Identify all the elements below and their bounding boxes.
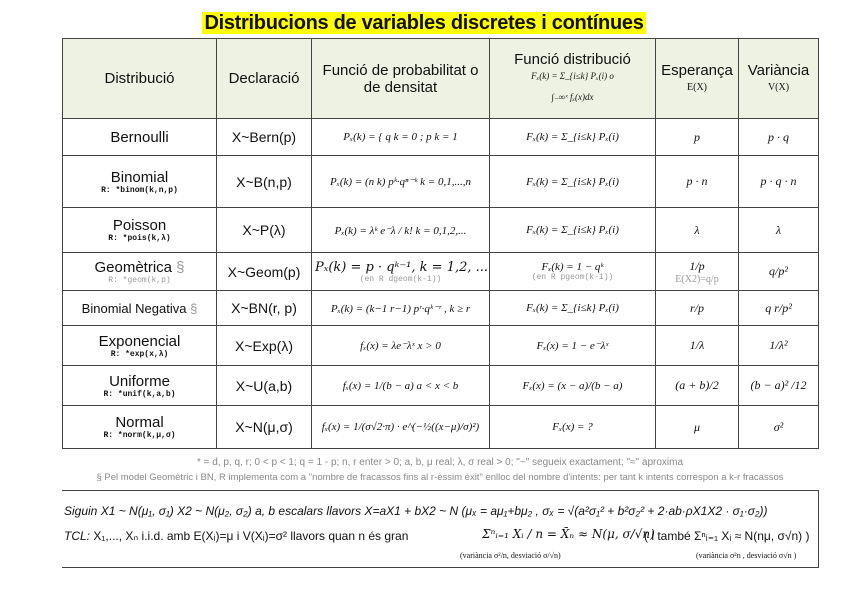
pdf-cell: fₓ(x) = λe⁻λˣ x > 0 (312, 326, 490, 366)
expectation-cell: μ (656, 406, 739, 449)
header-distribucio: Distribució (63, 39, 217, 119)
expectation-cell: λ (656, 208, 739, 253)
pdf-cell: Pₓ(k) = (k−1 r−1) pʳ·qᵏ⁻ʳ , k ≥ r (312, 291, 490, 326)
pdf-cell: Pₓ(k) = (n k) pᵏ·qⁿ⁻ᵏ k = 0,1,...,n (312, 156, 490, 208)
variance-cell: λ (739, 208, 819, 253)
header-esperanca: Esperança E(X) (656, 39, 739, 119)
table-header-row (63, 39, 819, 119)
pdf-cell: Pₓ(k) = { q k = 0 ; p k = 1 (312, 119, 490, 156)
cdf-cell: Fₓ(k) = Σ_{i≤k} Pₓ(i) (490, 208, 656, 253)
distribution-name-cell: Uniforme R: *unif(k,a,b) (63, 366, 217, 406)
pdf-cell: fₓ(x) = 1/(b − a) a < x < b (312, 366, 490, 406)
expectation-cell: p (656, 119, 739, 156)
variance-cell: q/p² (739, 253, 819, 291)
distribution-name-cell: Poisson R: *pois(k,λ) (63, 208, 217, 253)
linear-combination-text: Siguin X1 ~ N(μ₁, σ₁) X2 ~ N(μ₂, σ₂) a, b escalars llavors X=aX1 + bX2 ~ N (μₓ = aμ₁+bμ₂ , σₓ = √(a²σ₁² + b²σ₂² + 2·ab·ρX1X2 · σ₁·σ₂)) (64, 504, 768, 518)
cdf-cell: Fₓ(x) = ? (490, 406, 656, 449)
pdf-cell: Pₓ(k) = p · qᵏ⁻¹, k = 1,2, ... (en R dgeom(k-1)) (312, 253, 490, 291)
distribution-name-cell: Binomial R: *binom(k,n,p) (63, 156, 217, 208)
tcl-also-note: (variància σ²n , desviació σ√n ) (696, 551, 797, 560)
tcl-formula-note: (variància σ²/n, desviació σ/√n) (460, 551, 561, 560)
cdf-cell: Fₓ(k) = Σ_{i≤k} Pₓ(i) (490, 119, 656, 156)
document-title: Distribucions de variables discretes i contínues (204, 12, 644, 34)
cdf-cell: Fₓ(k) = Σ_{i≤k} Pₓ(i) (490, 156, 656, 208)
tcl-formula: Σⁿᵢ₌₁ Xᵢ / n = X̄ₙ ≈ N(μ, σ/√n) (482, 527, 655, 541)
variance-cell: 1/λ² (739, 326, 819, 366)
r-function: R: *unif(k,a,b) (103, 389, 176, 399)
declaration-cell: X~B(n,p) (217, 156, 312, 208)
header-funcio-probabilitat: Funció de probabilitat o de densitat (312, 39, 490, 119)
header-variancia: Variància V(X) (739, 39, 819, 119)
table-row (63, 366, 819, 406)
tcl-also: ( i també Σⁿᵢ₌₁ Xᵢ ≈ N(nμ, σ√n) ) (644, 529, 810, 543)
properties-box (62, 490, 819, 568)
table-row (63, 291, 819, 326)
distribution-name-cell: Bernoulli (63, 119, 217, 156)
distribution-name-cell: Exponencial R: *exp(x,λ) (63, 326, 217, 366)
r-function: R: *binom(k,n,p) (101, 185, 178, 195)
expectation-cell: 1/λ (656, 326, 739, 366)
declaration-cell: X~Bern(p) (217, 119, 312, 156)
pdf-cell: Pₓ(k) = λᵏ e⁻λ / k! k = 0,1,2,... (312, 208, 490, 253)
variance-cell: σ² (739, 406, 819, 449)
variance-cell: (b − a)² /12 (739, 366, 819, 406)
footnote-legend: * = d, p, q, r; 0 < p < 1; q = 1 - p; n, r enter > 0; a, b, μ real; λ, σ real > 0; "~" segueix exactament; "≈" aproxima (196, 457, 684, 468)
variance-cell: p · q · n (739, 156, 819, 208)
variance-cell: p · q (739, 119, 819, 156)
declaration-cell: X~N(μ,σ) (217, 406, 312, 449)
declaration-cell: X~Exp(λ) (217, 326, 312, 366)
cdf-cell: Fₓ(k) = Σ_{i≤k} Pₓ(i) (490, 291, 656, 326)
declaration-cell: X~P(λ) (217, 208, 312, 253)
table-row (63, 156, 819, 208)
r-function: R: *geom(k,p) (108, 275, 171, 285)
footnote-r-implementation: § Pel model Geomètric i BN, R implementa com a "nombre de fracassos fins al r-èssim èxit" enlloc del nombre d'intents: per tant k intents correspon a k-r fracassos (96, 472, 784, 483)
r-function: R: *exp(x,λ) (110, 349, 169, 359)
distribution-name-cell: Geomètrica § R: *geom(k,p) (63, 253, 217, 291)
expectation-cell: (a + b)/2 (656, 366, 739, 406)
declaration-cell: X~U(a,b) (217, 366, 312, 406)
header-funcio-distribucio: Funció distribució Fₓ(k) = Σ_{i≤k} Pₓ(i) o ∫₋∞ˣ fₓ(x)dx (490, 39, 656, 119)
pdf-cell: fₓ(x) = 1/(σ√2·π) · e^(−½((x−μ)/σ)²) (312, 406, 490, 449)
distribution-name-cell: Binomial Negativa § (63, 291, 217, 326)
tcl-line: TCL: X₁,..., Xₙ i.i.d. amb E(Xᵢ)=μ i V(Xᵢ)=σ² llavors quan n és gran (64, 529, 409, 543)
variance-cell: q r/p² (739, 291, 819, 326)
table-row (63, 208, 819, 253)
table-row (63, 119, 819, 156)
cdf-cell: Fₓ(x) = (x − a)/(b − a) (490, 366, 656, 406)
cdf-cell: Fₓ(x) = 1 − e⁻λˣ (490, 326, 656, 366)
distributions-table (62, 38, 819, 449)
r-function: R: *pois(k,λ) (108, 234, 171, 243)
table-row (63, 326, 819, 366)
cdf-cell: Fₓ(k) = 1 − qᵏ (en R pgeom(k-1)) (490, 253, 656, 291)
table-row (63, 406, 819, 449)
distribution-name-cell: Normal R: *norm(k,μ,σ) (63, 406, 217, 449)
expectation-cell: p · n (656, 156, 739, 208)
declaration-cell: X~BN(r, p) (217, 291, 312, 326)
expectation-cell: 1/p E(X2)=q/p (656, 253, 739, 291)
r-function: R: *norm(k,μ,σ) (103, 431, 176, 440)
expectation-cell: r/p (656, 291, 739, 326)
header-declaracio: Declaració (217, 39, 312, 119)
table-row (63, 253, 819, 291)
declaration-cell: X~Geom(p) (217, 253, 312, 291)
